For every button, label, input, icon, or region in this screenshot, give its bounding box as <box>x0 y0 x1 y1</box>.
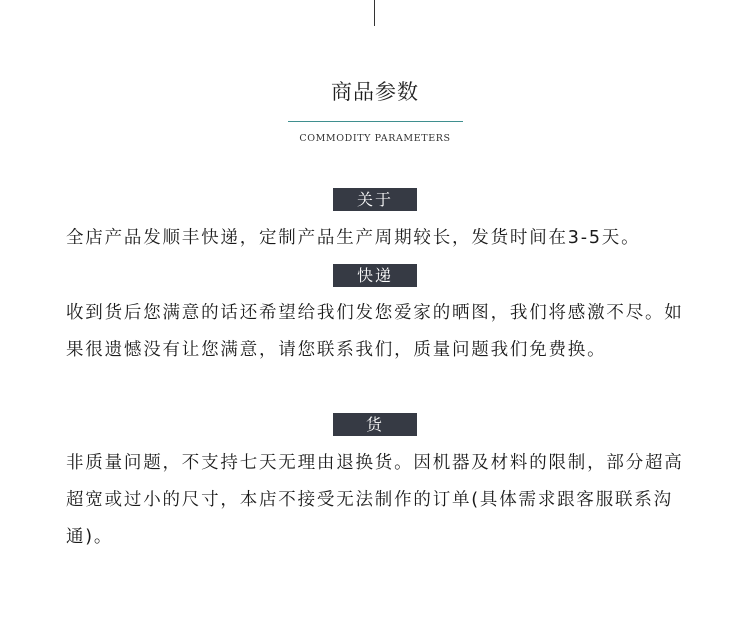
top-divider-line <box>374 0 375 26</box>
title-underline <box>288 121 463 122</box>
section-text-shipping: 收到货后您满意的话还希望给我们发您爱家的晒图，我们将感激不尽。如果很遗憾没有让您满意，请您联系我们，质量问题我们免费换。 <box>66 303 684 360</box>
page-title: 商品参数 <box>331 80 419 104</box>
section-text-about: 全店产品发顺丰快递，定制产品生产周期较长，发货时间在3-5天。 <box>66 228 641 248</box>
section-label-shipping: 快递 <box>333 264 417 287</box>
section-text-goods: 非质量问题，不支持七天无理由退换货。因机器及材料的限制，部分超高超宽或过小的尺寸，本店不接受无法制作的订单(具体需求跟客服联系沟通)。 <box>66 453 684 547</box>
section-label-about: 关于 <box>333 188 417 211</box>
section-label-goods: 货 <box>333 413 417 436</box>
page-subtitle: COMMODITY PARAMETERS <box>299 133 451 144</box>
